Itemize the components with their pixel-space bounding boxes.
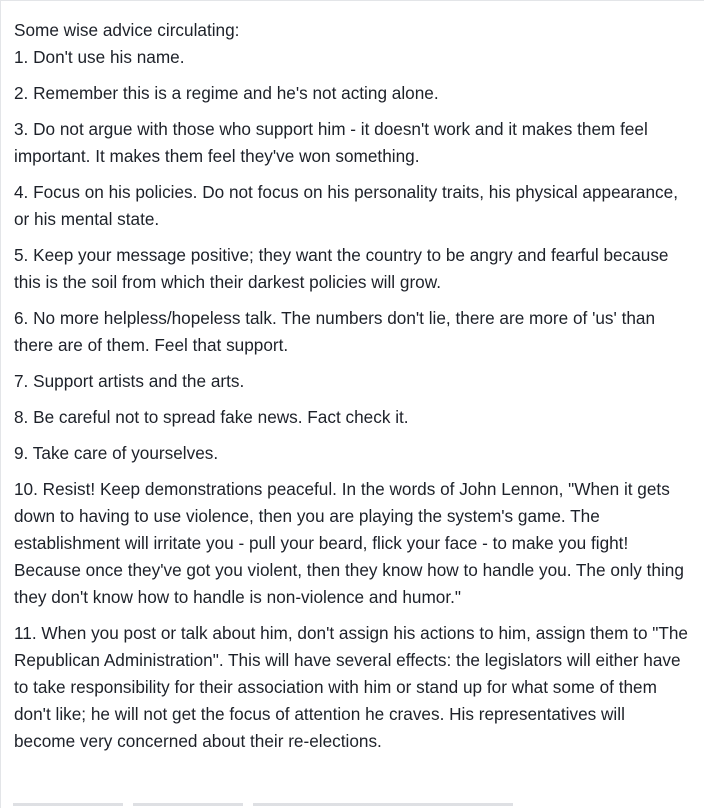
advice-item-3: 3. Do not argue with those who support him - it doesn't work and it makes them feel important. It makes them feel they've won something. — [14, 119, 648, 166]
advice-item-7: 7. Support artists and the arts. — [14, 371, 245, 391]
advice-item-4: 4. Focus on his policies. Do not focus on his personality traits, his physical appearance, or his mental state. — [14, 182, 678, 229]
advice-item-5: 5. Keep your message positive; they want the country to be angry and fearful because this is the soil from which their darkest policies will grow. — [14, 245, 669, 292]
advice-item-10: 10. Resist! Keep demonstrations peaceful. In the words of John Lennon, "When it gets down to having to use violence, then you are playing the system's game. The establishment will irritate you - pull your beard, flick your face - to make you fight! Because once they've got you violent, then they know how to handle you. The only thing they don't know how to handle is non-violence and humor." — [14, 479, 684, 607]
advice-item-8: 8. Be careful not to spread fake news. Fact check it. — [14, 407, 409, 427]
advice-item-1: 1. Don't use his name. — [14, 47, 185, 67]
advice-item-11: 11. When you post or talk about him, don't assign his actions to him, assign them to "The Republican Administration". This will have several effects: the legislators will either have to take responsibility for their association with him or stand up for what some of them don't like; he will not get the focus of attention he craves. His representatives will become very concerned about their re-elections. — [14, 623, 688, 751]
cut-off-text-line — [13, 798, 513, 808]
advice-item-6: 6. No more helpless/hopeless talk. The numbers don't lie, there are more of 'us' than there are of them. Feel that support. — [14, 308, 656, 355]
post-intro: Some wise advice circulating: — [14, 20, 240, 40]
advice-item-9: 9. Take care of yourselves. — [14, 443, 219, 463]
advice-item-2: 2. Remember this is a regime and he's not acting alone. — [14, 83, 439, 103]
